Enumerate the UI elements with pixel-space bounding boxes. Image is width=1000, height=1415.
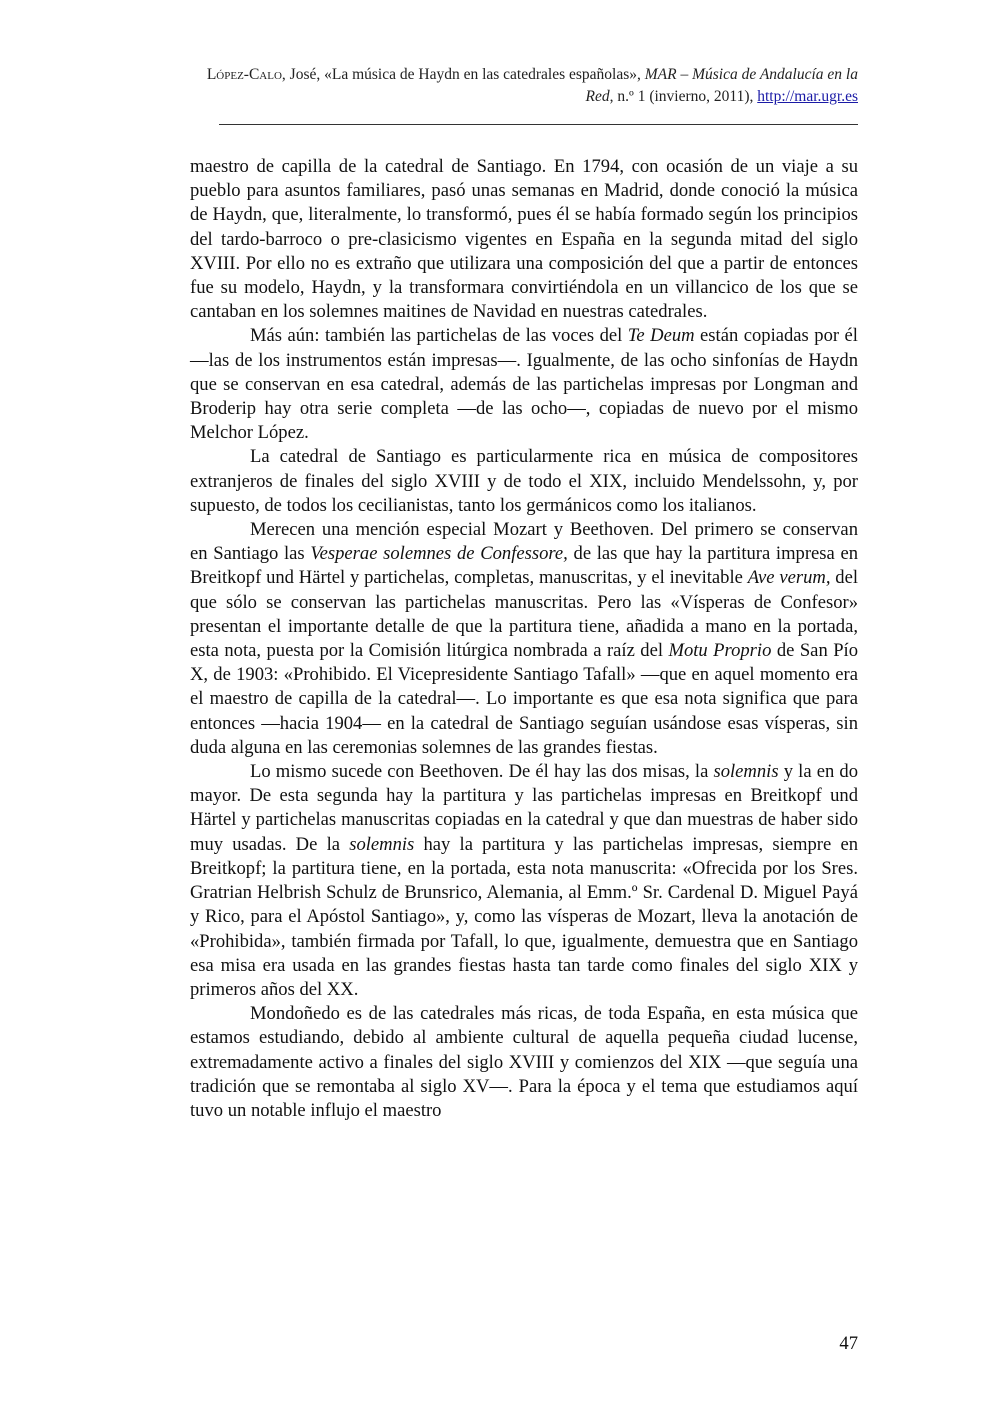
text-run: Merecen una mención especial Mozart y Beethoven. Del primero se conservan en Santiago las [190, 519, 858, 565]
century-numeral: XIX [808, 954, 842, 976]
header-author: López-Calo [206, 66, 282, 83]
text-run: hay la partitura y las partichelas impresas, siempre en Breitkopf; la partitura tiene, en la portada, esta nota manuscrita: «Ofrecida por los Sres. Gratrian Helbrish Schulz de Brunsrico, Alemania, al Emm.º Sr. Cardenal D. Miguel Payá y Rico, para el Apóstol Santiago», y, como las vísperas de Mozart, lleva la anotación de «Prohibida», también firmada por Tafall, lo que, igualmente, demuestra que en Santiago esa misa era usada en las grandes fiestas hasta tan tarde como finales del siglo [190, 833, 858, 976]
text-run: . [353, 978, 359, 1000]
header-rule [219, 124, 858, 125]
century-numeral: XIX [688, 1051, 722, 1073]
paragraph-1 [190, 155, 858, 324]
paragraph-2 [190, 324, 858, 445]
running-header [190, 64, 858, 108]
header-journal: MAR – Música de Andalucía en la Red [585, 66, 858, 105]
work-title: solemnis [713, 761, 779, 783]
text-run: —que seguía una tradición que se remontaba al siglo [190, 1051, 859, 1097]
century-numeral: XVIII [434, 470, 480, 492]
text-run: del que sólo se conservan las partichelas manuscritas. Pero las «Vísperas de Confesor» presentan el importante detalle de que la partitura tiene, añadida a mano en la portada, esta nota, puesta por la Comisión litúrgica nombrada a raíz del [190, 567, 858, 662]
work-title: Motu Proprio [668, 640, 772, 662]
text-run: maestro de capilla de la catedral de Santiago. En 1794, con ocasión de un viaje a su pueblo para asuntos familiares, pasó unas semanas en Madrid, donde conoció la música de Haydn, que, literalmente, lo transformó, pues él se había formado según los principios del tardo-barroco o pre-clasicismo vigentes en España en la segunda mitad del siglo [190, 156, 858, 250]
work-title: Vesperae solemnes de Confessore, [310, 543, 568, 565]
text-run: . Por ello no es extraño que utilizara una composición del que a partir de entonces fue su modelo, Haydn, y la transformara convirtiéndola en un villancico de los que se cantaban en los solemnes maitines de Navidad en nuestras catedrales. [190, 252, 858, 323]
work-title: Ave verum, [747, 567, 831, 589]
text-run: de San Pío X, de 1903: «Prohibido. El Vicepresidente Santiago Tafall» —que en aquel momento era el maestro de capilla de la catedral—. Lo importante es que esa nota significa que para entonces —hacia 1904— en la catedral de Santiago seguían usándose esas vísperas, sin duda alguna en las ceremonias solemnes de las grandes fiestas. [190, 640, 858, 758]
paragraph-4 [190, 518, 858, 760]
text-run: —. Para la época y el tema que estudiamos aquí tuvo un notable influjo el maestro [190, 1075, 858, 1121]
century-numeral: XX [326, 978, 354, 1000]
text-run: Más aún: también las partichelas de las voces del [250, 325, 628, 347]
text-run: de las que hay la partitura impresa en Breitkopf und Härtel y partichelas, completas, manuscritas, y el inevitable [190, 543, 858, 589]
text-run: y comienzos del [554, 1051, 689, 1073]
page-number: 47 [839, 1333, 858, 1354]
body-text [190, 155, 858, 1123]
header-citation: , José, «La música de Haydn en las catedrales españolas», [281, 66, 645, 83]
text-run: La catedral de Santiago es particularmente rica en música de compositores extranjeros de finales del siglo [190, 446, 858, 492]
work-title: Te Deum [627, 325, 695, 347]
century-numeral: XVIII [190, 252, 236, 274]
paragraph-3 [190, 445, 858, 518]
text-run: , incluido Mendelssohn, y, por supuesto, de todos los cecilianistas, tanto los germánicos como los italianos. [190, 470, 858, 516]
text-run: y primeros años del [190, 954, 858, 1000]
paragraph-6 [190, 1002, 858, 1123]
work-title: solemnis [349, 833, 415, 855]
text-run: están copiadas por él —las de los instrumentos están impresas—. Igualmente, de las ocho sinfonías de Haydn que se conservan en esa catedral, además de las partichelas impresas por Longman and Broderip hay otra serie completa —de las ocho—, copiadas de nuevo por el mismo Melchor López. [190, 325, 858, 444]
century-numeral: XVIII [508, 1051, 555, 1073]
century-numeral: XV [462, 1075, 490, 1097]
header-url-link[interactable]: http://mar.ugr.es [757, 88, 858, 105]
century-numeral: XIX [589, 470, 623, 492]
text-run: Lo mismo sucede con Beethoven. De él hay las dos misas, la [250, 761, 714, 783]
paragraph-5 [190, 760, 858, 1002]
text-run: Mondoñedo es de las catedrales más ricas, de toda España, en esta música que estamos estudiando, debido al ambiente cultural de aquella pequeña ciudad lucense, extremadamente activo a finales del siglo [190, 1003, 858, 1073]
header-issue: , n.º 1 (invierno, 2011), [609, 88, 758, 105]
text-run: y de todo el [479, 470, 590, 492]
text-run: y la en do mayor. De esta segunda hay la partitura y las partichelas impresas en Breitkopf und Härtel y partichelas manuscritas copiadas en la catedral y que dan muestras de haber sido muy usadas. De la [190, 761, 859, 855]
